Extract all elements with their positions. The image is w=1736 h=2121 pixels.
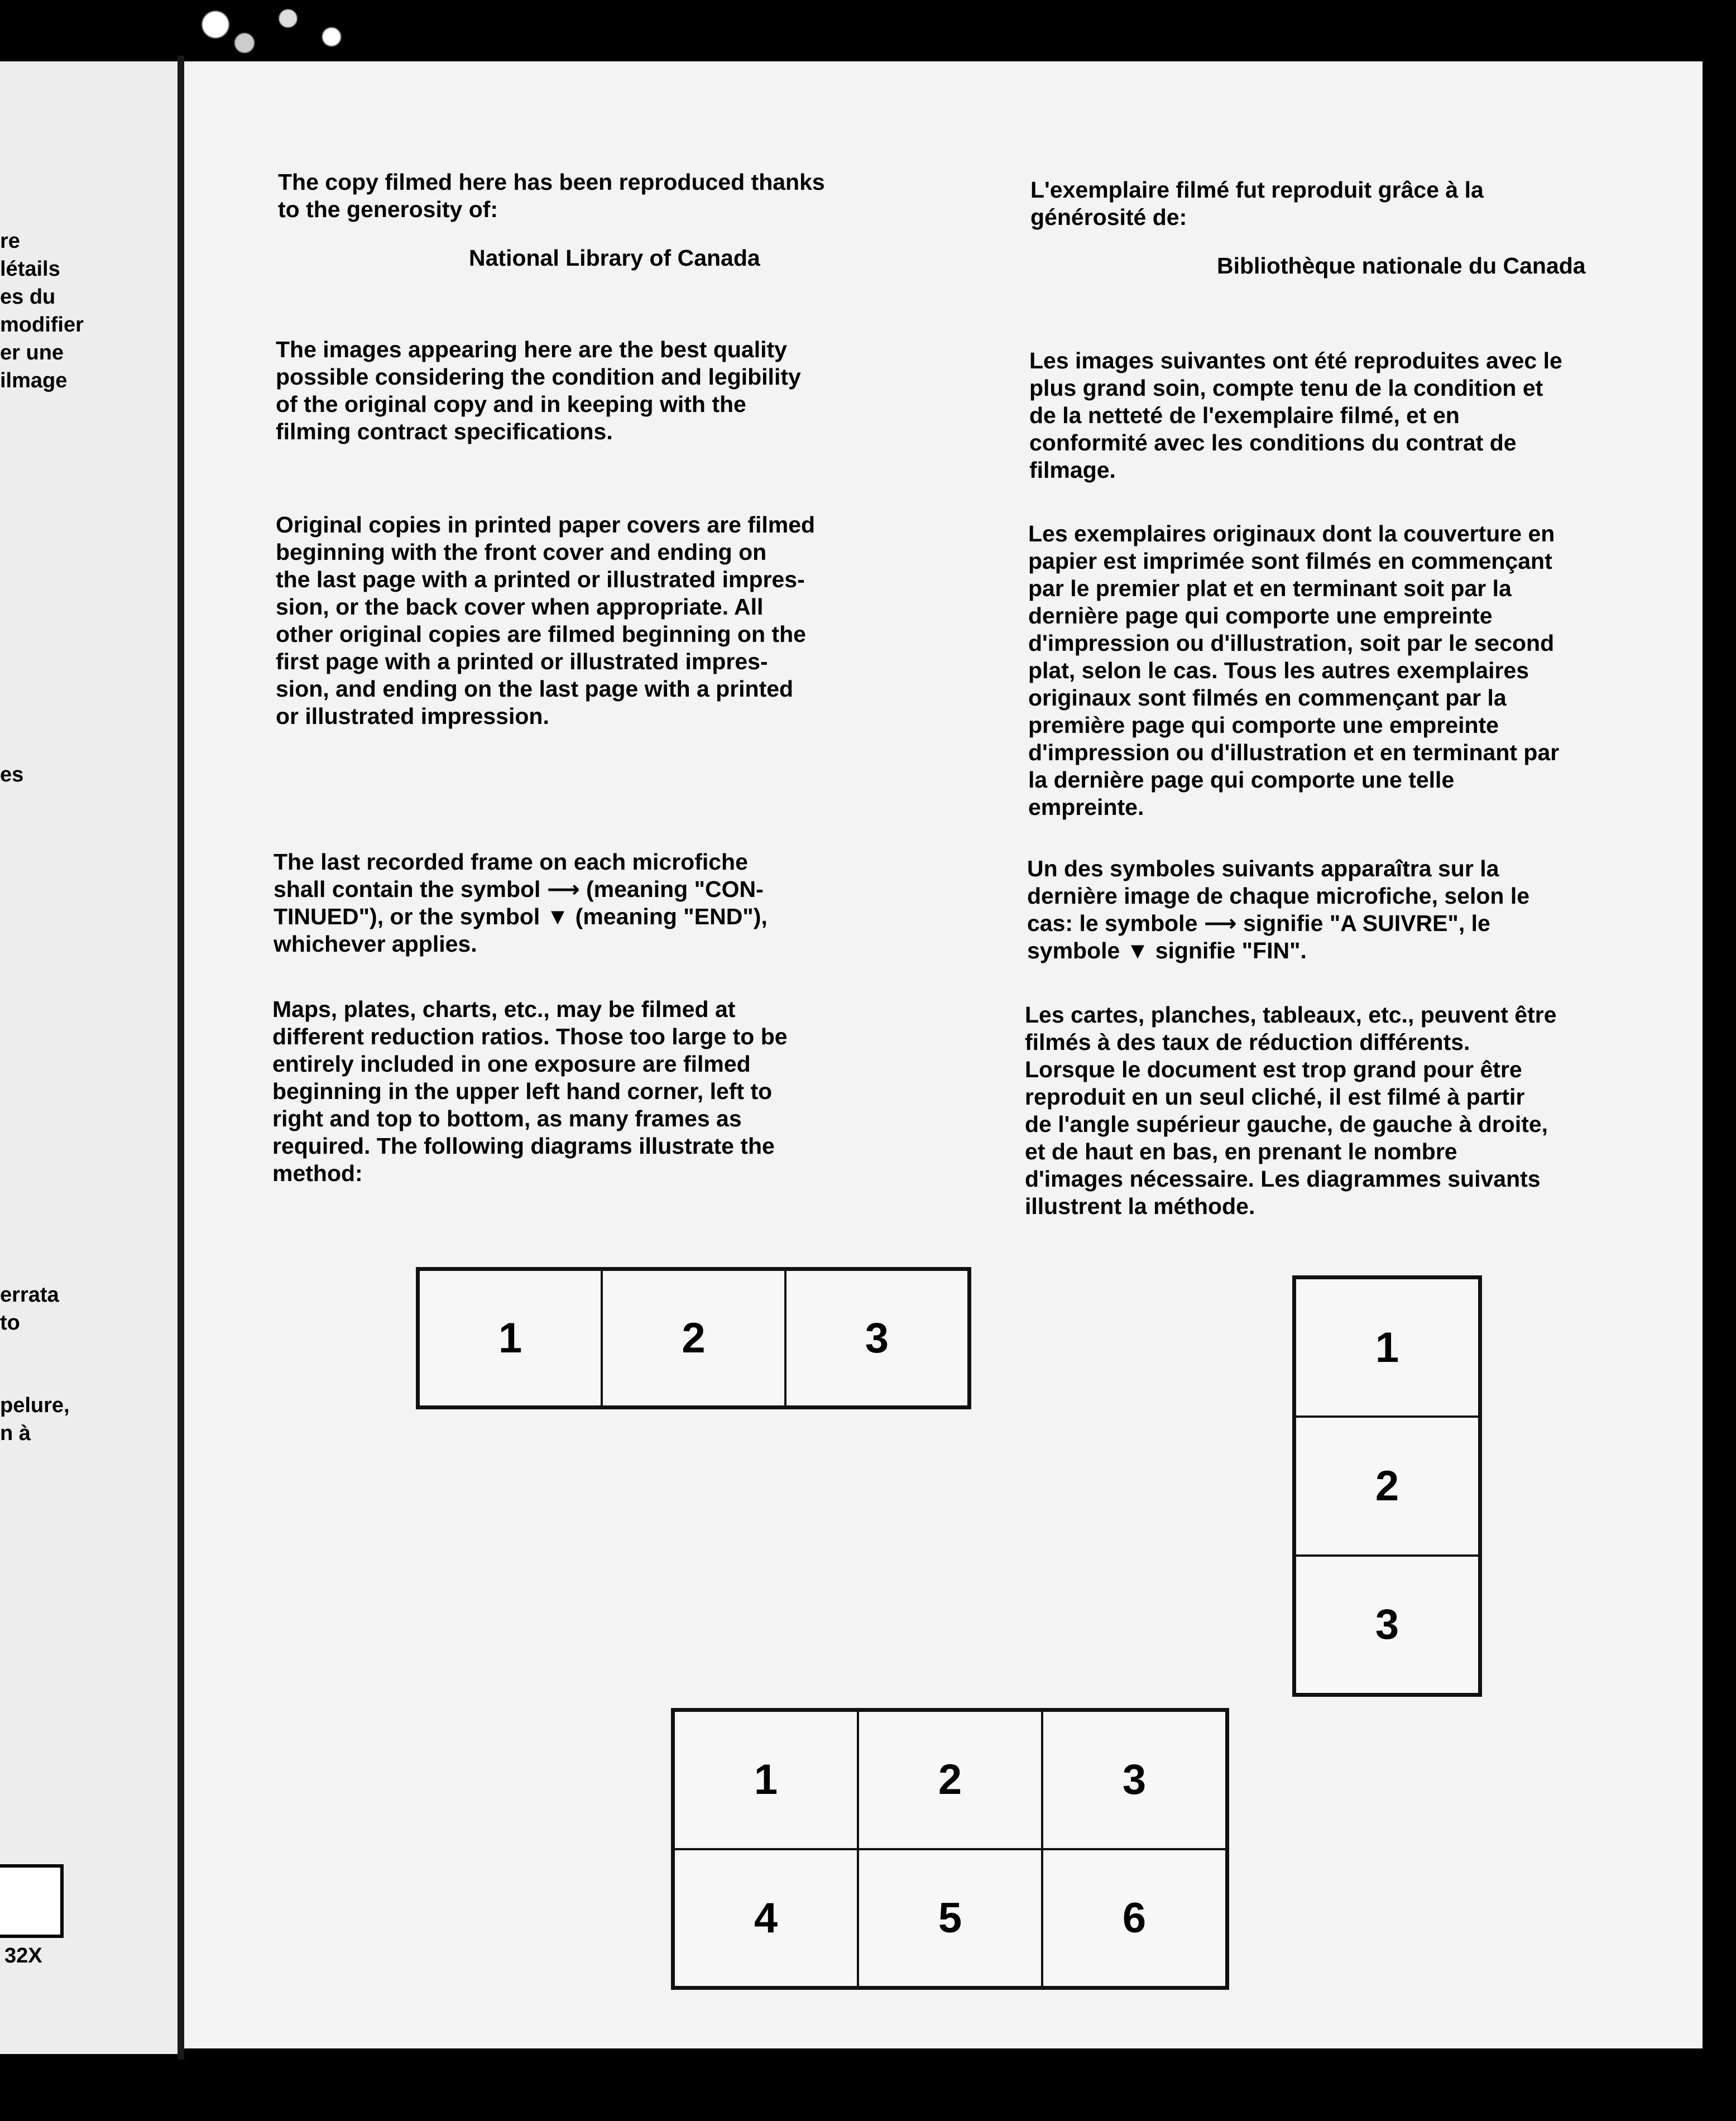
frame-cell: 2 [858, 1711, 1042, 1849]
frame-cell: 1 [419, 1270, 602, 1407]
margin-fragment: re [0, 229, 20, 253]
vertical-frame-diagram [1292, 1275, 1482, 1697]
reduction-target-box [0, 1864, 64, 1938]
margin-fragment: modifier [0, 313, 84, 337]
margin-fragment: es [0, 763, 24, 786]
margin-fragment: er une [0, 341, 64, 364]
frame-cell: 3 [785, 1270, 968, 1407]
frame-cell: 3 [1295, 1556, 1479, 1694]
frame-cell: 3 [1042, 1711, 1226, 1849]
english-quality-paragraph: The images appearing here are the best quality possible considering the condition and legibility of the original copy and in keeping with the filming contract specifications. [276, 337, 801, 444]
margin-fragment: errata [0, 1283, 59, 1307]
english-maps-paragraph: Maps, plates, charts, etc., may be filmed at different reduction ratios. Those too large to be entirely included in one exposure are filmed beginning in the upper left hand corner, left to right and top to bottom, as many frames as required. The following diagrams illustrate the method: [272, 996, 788, 1186]
french-institution: Bibliothèque nationale du Canada [1217, 253, 1586, 279]
french-acknowledgement: L'exemplaire filmé fut reproduit grâce à la générosité de: [1030, 177, 1484, 230]
margin-fragment: n à [0, 1422, 31, 1445]
margin-fragment: létails [0, 257, 60, 281]
frame-cell: 4 [674, 1849, 858, 1988]
english-institution: National Library of Canada [469, 245, 760, 271]
english-originals-paragraph: Original copies in printed paper covers are filmed beginning with the front cover and ending on the last page with a printed or illustrated impres- sion, or the back cover when appropriate. All other original copies are filmed beginning on the first page with a printed or illustrated impres- sion, and ending on the last page with a printed or illustrated impression. [276, 512, 816, 729]
margin-fragment: ilmage [0, 369, 68, 392]
frame-cell: 2 [602, 1270, 785, 1407]
margin-fragment: es du [0, 285, 56, 309]
horizontal-frame-diagram [416, 1267, 971, 1409]
english-symbols-paragraph: The last recorded frame on each microfiche shall contain the symbol ⟶ (meaning "CON- TINUED"), or the symbol ▼ (meaning "END"), whichever applies. [274, 849, 768, 957]
frame-cell: 6 [1042, 1849, 1226, 1988]
speckle-mark [128, 0, 419, 61]
page-fold [178, 56, 184, 2060]
french-symbols-paragraph: Un des symboles suivants apparaîtra sur la dernière image de chaque microfiche, selon le cas: le symbole ⟶ signifie "A SUIVRE", le symbole ▼ signifie "FIN". [1027, 856, 1530, 963]
reduction-label: 32X [4, 1944, 42, 1968]
frame-cell: 2 [1295, 1417, 1479, 1555]
english-acknowledgement: The copy filmed here has been reproduced thanks to the generosity of: [278, 169, 825, 222]
grid-frame-diagram [671, 1708, 1229, 1990]
margin-fragment: to [0, 1311, 20, 1335]
french-quality-paragraph: Les images suivantes ont été reproduites avec le plus grand soin, compte tenu de la condition et de la netteté de l'exemplaire filmé, et en conformité avec les conditions du contrat de filmage. [1029, 348, 1562, 483]
frame-cell: 1 [1295, 1278, 1479, 1417]
frame-cell: 5 [858, 1849, 1042, 1988]
frame-cell: 1 [674, 1711, 858, 1849]
french-maps-paragraph: Les cartes, planches, tableaux, etc., peuvent être filmés à des taux de réduction différents. Lorsque le document est trop grand pour être reproduit en un seul cliché, il est filmé à partir de l'angle supérieur gauche, de gauche à droite, et de haut en bas, en prenant le nombre d'images nécessaire. Les diagrammes suivants illustrent la méthode. [1025, 1002, 1557, 1219]
french-originals-paragraph: Les exemplaires originaux dont la couverture en papier est imprimée sont filmés en commençant par le premier plat et en terminant soit par la dernière page qui comporte une empreinte d'impression ou d'illustration, soit par le second plat, selon le cas. Tous les autres exemplaires originaux sont filmés en commençant par la première page qui comporte une empreinte d'impression ou d'illustration et en terminant par la dernière page qui comporte une telle empreinte. [1028, 521, 1560, 820]
margin-fragment: pelure, [0, 1394, 70, 1417]
